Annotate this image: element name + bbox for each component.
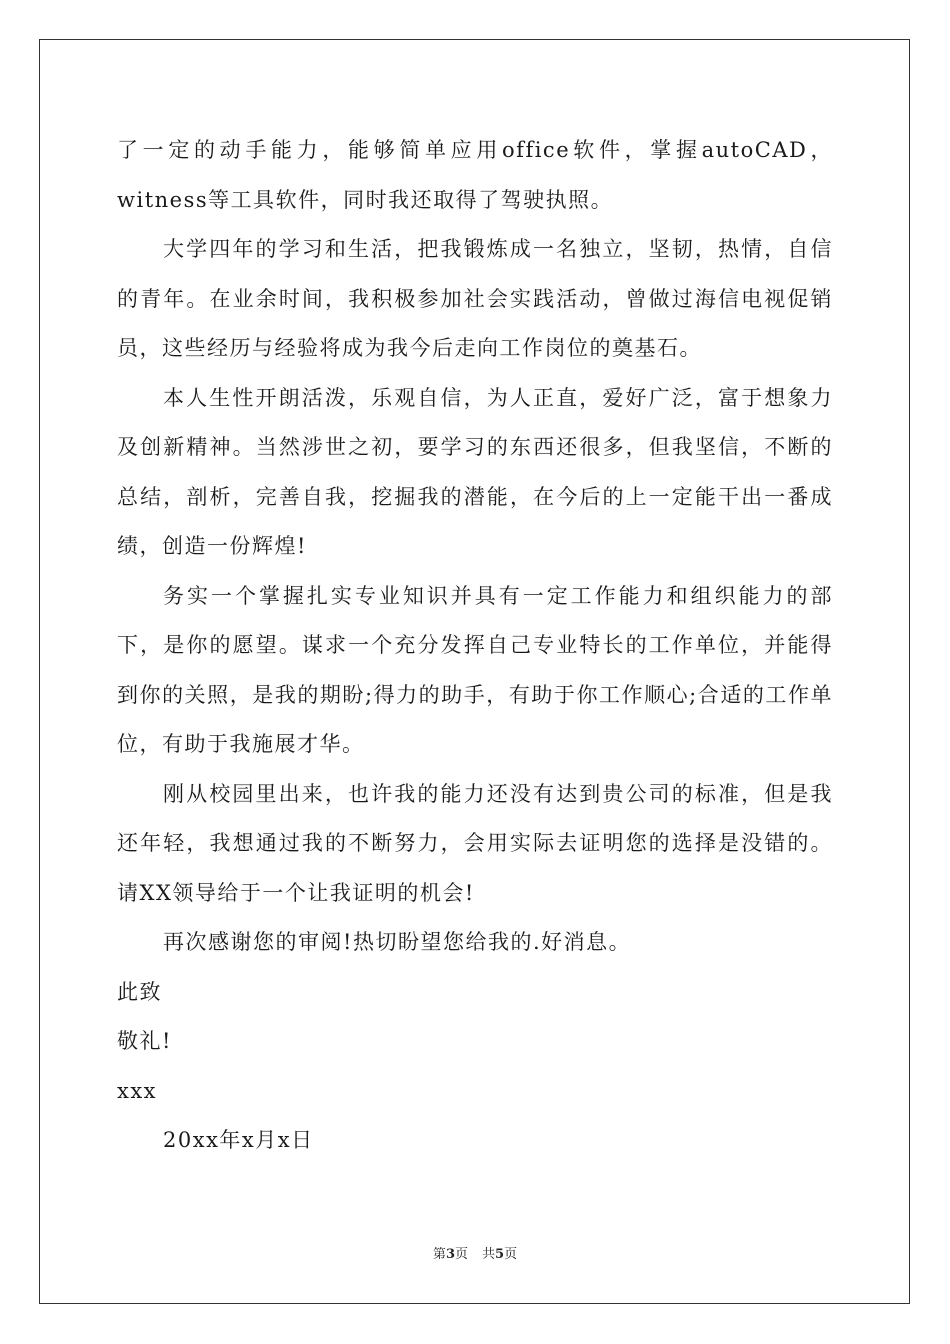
salutation-line: 敬礼! <box>117 1029 172 1053</box>
page-footer <box>0 1246 950 1264</box>
paragraph-personality: 本人生性开朗活泼，乐观自信，为人正直，爱好广泛，富于想象力及创新精神。当然涉世之初，要学习的东西还很多，但我坚信，不断的总结，剖析，完善自我，挖掘我的潜能，在今后的上一定能干出一番成绩，创造一份辉煌! <box>117 385 833 558</box>
current-page-number: 3 <box>445 1247 455 1262</box>
page-suffix: 页 <box>454 1247 468 1262</box>
signature: xxx <box>117 1078 158 1103</box>
paragraph-expectations: 务实一个掌握扎实专业知识并具有一定工作能力和组织能力的部下，是你的愿望。谋求一个充分发挥自己专业特长的工作单位，并能得到你的关照，是我的期盼;得力的助手，有助于你工作顺心;合适的工作单位，有助于我施展才华。 <box>117 583 833 756</box>
paragraph-continuation: 了一定的动手能力，能够简单应用office软件，掌握autoCAD，witness等工具软件，同时我还取得了驾驶执照。 <box>117 138 833 212</box>
letter-body <box>117 126 833 1166</box>
total-prefix: 共 <box>482 1247 496 1262</box>
paragraph-request: 刚从校园里出来，也许我的能力还没有达到贵公司的标准，但是我还年轻，我想通过我的不断努力，会用实际去证明您的选择是没错的。请XX领导给于一个让我证明的机会! <box>117 781 833 905</box>
paragraph-university-life: 大学四年的学习和生活，把我锻炼成一名独立，坚韧，热情，自信的青年。在业余时间，我积极参加社会实践活动，曾做过海信电视促销员，这些经历与经验将成为我今后走向工作岗位的奠基石。 <box>117 237 833 360</box>
total-page-count: 5 <box>495 1247 505 1262</box>
closing-line: 此致 <box>117 979 162 1004</box>
total-suffix: 页 <box>504 1247 518 1262</box>
date-line: 20xx年x月x日 <box>163 1128 314 1152</box>
page-prefix: 第 <box>432 1247 446 1262</box>
paragraph-thanks: 再次感谢您的审阅!热切盼望您给我的.好消息。 <box>163 930 632 954</box>
